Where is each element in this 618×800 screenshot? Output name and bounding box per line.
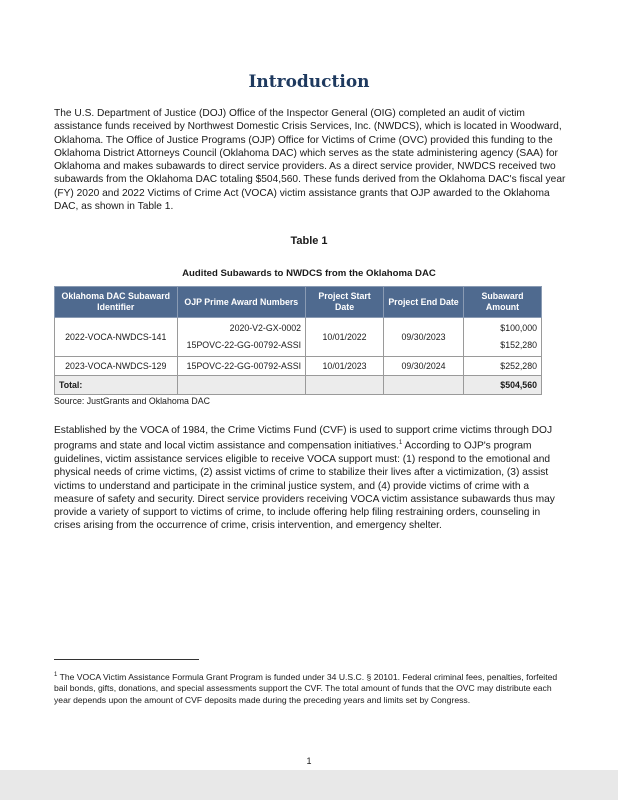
body-text: According to OJP's program guidelines, victim assistance services eligible to receive VOCA support must: (1) respond to the emotional and physical needs of crime victims, (2) assist victims of crime to stabilize their lives after a victimization, (3) assist victims to understand and participate in the criminal justice system, and (4) provide victims of crime with a measure of safety and security. Direct service providers receiving VOCA victim assistance subawards thus may provide a variety of support to victims of crime, to include offering help filing restraining orders, counseling in crises arising from the occurrence of crime, crisis intervention, and emergency shelter.: [54, 440, 555, 532]
table-caption: Audited Subawards to NWDCS from the Oklahoma DAC: [182, 268, 436, 279]
footnote-reference: 1: [398, 440, 403, 447]
header-end-date: Project End Date: [384, 287, 464, 318]
cell-amount: $252,280: [464, 357, 542, 376]
header-prime-award: OJP Prime Award Numbers: [177, 287, 306, 318]
cell-start-date: 10/01/2022: [306, 318, 384, 357]
cell-prime-award: 15POVC-22-GG-00792-ASSI: [177, 357, 306, 376]
intro-paragraph: The U.S. Department of Justice (DOJ) Office of the Inspector General (OIG) completed an audit of victim assistance funds received by Northwest Domestic Crisis Services, Inc. (NWDCS), which is located in Woodward, Oklahoma. The Office of Justice Programs (OJP) Office for Victims of Crime (OVC) provided this funding to the Oklahoma District Attorneys Council (Oklahoma DAC) which serves as the state administering agency (SAA) for Oklahoma and makes subawards to direct service providers. As a direct service provider, NWDCS received two subawards from the Oklahoma DAC totaling $504,560. These funds derived from the Oklahoma DAC's fiscal year (FY) 2020 and 2022 Victims of Crime Act (VOCA) victim assistance grants that OJP awarded to the Oklahoma DAC, as shown in Table 1.: [54, 108, 566, 213]
header-amount: Subaward Amount: [464, 287, 542, 318]
total-label: Total:: [55, 376, 178, 395]
page-title: Introduction: [248, 72, 370, 92]
cell-amounts: [464, 318, 542, 357]
body-paragraph: [54, 424, 566, 533]
cell-amount: $152,280: [500, 340, 537, 350]
page-number: 1: [306, 756, 312, 766]
cell-prime-awards: [177, 318, 306, 357]
empty-cell: [384, 376, 464, 395]
header-identifier: Oklahoma DAC Subaward Identifier: [55, 287, 178, 318]
cell-amount: $100,000: [500, 323, 537, 333]
footnote-marker: 1: [54, 672, 58, 678]
header-start-date: Project Start Date: [306, 287, 384, 318]
table-row: [55, 318, 542, 357]
empty-cell: [306, 376, 384, 395]
footnote: [54, 670, 566, 707]
cell-end-date: 09/30/2023: [384, 318, 464, 357]
table-row: [55, 357, 542, 376]
total-amount: $504,560: [464, 376, 542, 395]
cell-start-date: 10/01/2023: [306, 357, 384, 376]
footnote-divider: [54, 659, 199, 660]
table-source: Source: JustGrants and Oklahoma DAC: [54, 396, 210, 406]
cell-identifier: 2023-VOCA-NWDCS-129: [55, 357, 178, 376]
table-number: Table 1: [290, 235, 328, 247]
cell-end-date: 09/30/2024: [384, 357, 464, 376]
table-total-row: [55, 376, 542, 395]
footnote-text: The VOCA Victim Assistance Formula Grant Program is funded under 34 U.S.C. § 20101. Federal criminal fees, penalties, forfeited bail bonds, gifts, donations, and special assessments support the CVF. The total amount of funds that the OVC may distribute each year depends upon the amount of CVF deposits made during the preceding years and limits set by Congress.: [54, 671, 558, 706]
subawards-table: [54, 286, 542, 395]
table-header-row: [55, 287, 542, 318]
body-text: Established by the VOCA of 1984, the Crime Victims Fund (CVF) is used to support crime victims through DOJ programs and state and local victim assistance and compensation initiatives.: [54, 425, 553, 452]
cell-prime-award: 2020-V2-GX-0002: [229, 323, 302, 333]
cell-prime-award: 15POVC-22-GG-00792-ASSI: [186, 340, 302, 350]
cell-identifier: 2022-VOCA-NWDCS-141: [55, 318, 178, 357]
empty-cell: [177, 376, 306, 395]
